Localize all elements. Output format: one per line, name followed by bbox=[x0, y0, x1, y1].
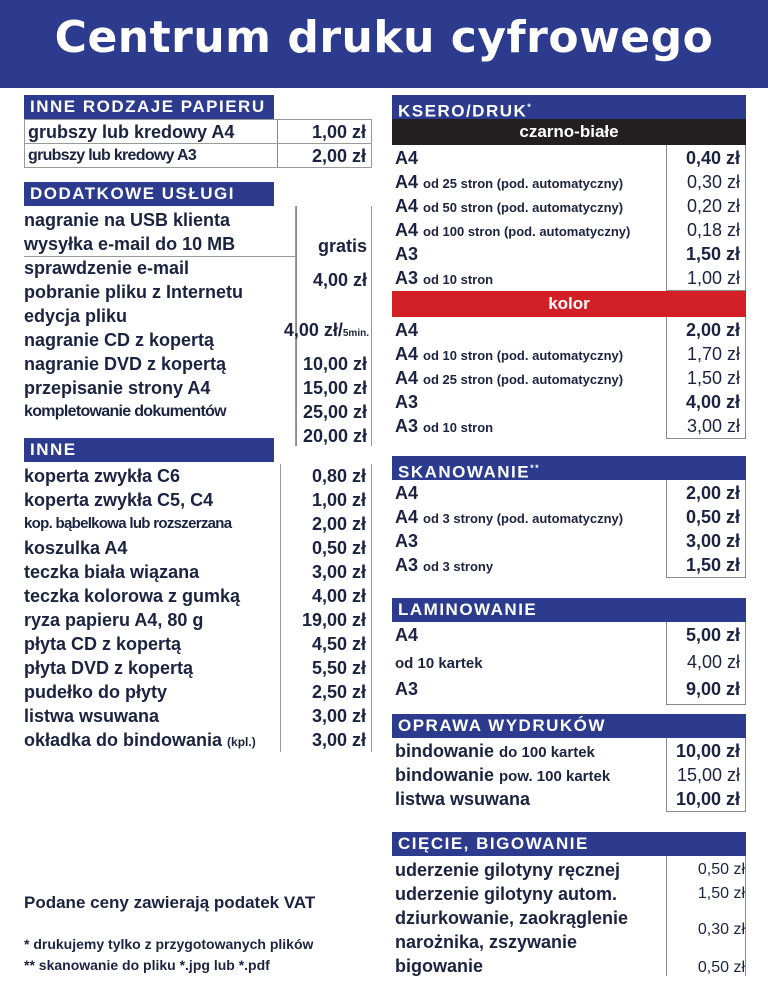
item-sublabel: (kpl.) bbox=[227, 735, 256, 749]
item-label: pudełko do płyty bbox=[24, 682, 168, 702]
item-label: A3 bbox=[395, 679, 419, 699]
item-price: 1,00 zł bbox=[686, 268, 740, 288]
item-price: 2,00 zł bbox=[685, 483, 740, 503]
list-item bbox=[392, 414, 745, 438]
list-item bbox=[24, 728, 371, 752]
item-sublabel: pow. 100 kartek bbox=[499, 768, 611, 785]
item-sublabel: od 10 kartek bbox=[395, 655, 483, 672]
item-label: A4 bbox=[395, 483, 419, 503]
list-item bbox=[392, 318, 745, 342]
item-label: A3 bbox=[395, 392, 419, 412]
list-item bbox=[392, 342, 745, 366]
item-label: A4 bbox=[395, 148, 419, 168]
item-price: 19,00 zł bbox=[301, 610, 366, 630]
item-price: 15,00 zł bbox=[676, 765, 740, 785]
list-item bbox=[392, 882, 745, 906]
item-sublabel: od 100 stron (pod. automatyczny) bbox=[423, 224, 631, 239]
price: 25,00 zł bbox=[302, 402, 367, 422]
page-title: Centrum druku cyfrowego bbox=[54, 12, 714, 63]
item-price: 0,20 zł bbox=[686, 196, 740, 216]
list-item: nagranie DVD z kopertą bbox=[24, 354, 227, 374]
item-price: 4,00 zł bbox=[686, 652, 740, 672]
item-price: 4,00 zł bbox=[311, 586, 366, 606]
list-item bbox=[392, 266, 745, 290]
item-price: 1,50 zł bbox=[686, 368, 740, 388]
item-label: A3 bbox=[395, 531, 419, 551]
list-item bbox=[24, 560, 371, 584]
list-item: pobranie pliku z Internetu bbox=[24, 282, 244, 302]
item-sublabel: od 10 stron bbox=[423, 272, 494, 287]
item-label: bindowanie bbox=[395, 741, 494, 761]
item-price: 0,18 zł bbox=[686, 220, 740, 240]
item-sublabel: od 3 strony bbox=[423, 559, 494, 574]
item-sublabel: od 10 stron bbox=[423, 420, 494, 435]
list-item bbox=[392, 858, 745, 882]
item-label: A3 bbox=[395, 268, 419, 288]
item-label: A3 bbox=[395, 416, 419, 436]
item-label: A4 bbox=[395, 368, 419, 388]
item-label: listwa wsuwana bbox=[24, 706, 160, 726]
list-item bbox=[392, 763, 745, 787]
price: 20,00 zł bbox=[302, 426, 367, 446]
list-item bbox=[392, 529, 745, 553]
section-header: SKANOWANIE** bbox=[392, 456, 746, 480]
list-item bbox=[392, 553, 745, 577]
item-price: 0,30 zł bbox=[697, 921, 745, 938]
item-label: A3 bbox=[395, 244, 419, 264]
item-price: 0,30 zł bbox=[686, 172, 740, 192]
item-price: 0,50 zł bbox=[685, 507, 740, 527]
list-item bbox=[392, 954, 745, 978]
list-item bbox=[392, 242, 745, 266]
list-item bbox=[392, 366, 745, 390]
item-label: koperta zwykła C6 bbox=[24, 466, 181, 486]
item-sublabel: od 25 stron (pod. automatyczny) bbox=[423, 176, 624, 191]
item-price: 1,00 zł bbox=[311, 490, 366, 510]
item-label: płyta CD z kopertą bbox=[24, 634, 182, 654]
item-price: 3,00 zł bbox=[311, 562, 366, 582]
section-header: CIĘCIE, BIGOWANIE bbox=[392, 832, 746, 856]
section-dodatkowe bbox=[24, 182, 372, 446]
item-sublabel: do 100 kartek bbox=[499, 744, 595, 761]
section-inne bbox=[24, 438, 372, 752]
item-label: okładka do bindowania bbox=[24, 730, 223, 750]
item-price: 3,00 zł bbox=[311, 730, 366, 750]
item-label: A4 bbox=[395, 196, 419, 216]
section-laminowanie bbox=[392, 598, 746, 705]
list-item: edycja pliku bbox=[24, 306, 128, 326]
section-skanowanie bbox=[392, 456, 746, 578]
item-label: uderzenie gilotyny autom. bbox=[395, 884, 618, 904]
item-price: 3,00 zł bbox=[686, 416, 740, 436]
list-item bbox=[24, 608, 371, 632]
footnote-print: * drukujemy tylko z przygotowanych plików bbox=[24, 936, 314, 952]
list-item bbox=[392, 146, 745, 170]
item-label: koszulka A4 bbox=[24, 538, 128, 558]
list-item bbox=[392, 170, 745, 194]
item-label: A4 bbox=[395, 320, 419, 340]
list-item bbox=[24, 488, 371, 512]
item-label: bigowanie bbox=[395, 956, 484, 976]
color-subheader: kolor bbox=[392, 291, 746, 317]
list-item: nagranie na USB klienta bbox=[24, 210, 231, 230]
list-item bbox=[392, 194, 745, 218]
list-item bbox=[24, 536, 371, 560]
item-label: teczka biała wiązana bbox=[24, 562, 200, 582]
list-item: nagranie CD z kopertą bbox=[24, 330, 215, 350]
item-price: 9,00 zł bbox=[685, 679, 740, 699]
price: 15,00 zł bbox=[302, 378, 367, 398]
list-item bbox=[24, 584, 371, 608]
list-item bbox=[392, 906, 745, 930]
section-header: DODATKOWE USŁUGI bbox=[24, 182, 274, 206]
item-price: 0,50 zł bbox=[697, 959, 745, 976]
item-sublabel: od 10 stron (pod. automatyczny) bbox=[423, 348, 624, 363]
list-item bbox=[392, 677, 745, 701]
item-label: A4 bbox=[395, 220, 419, 240]
item-price: 5,00 zł bbox=[685, 625, 740, 645]
list-item bbox=[392, 787, 745, 811]
price: gratis bbox=[317, 236, 367, 256]
list-item bbox=[392, 505, 745, 529]
section-header: INNE RODZAJE PAPIERU bbox=[24, 95, 274, 119]
item-price: 5,50 zł bbox=[311, 658, 366, 678]
item-label: A4 bbox=[395, 172, 419, 192]
list-item bbox=[24, 704, 371, 728]
list-item: kompletowanie dokumentów bbox=[24, 403, 226, 420]
item-price: 1,50 zł bbox=[697, 885, 745, 902]
list-item bbox=[24, 632, 371, 656]
list-item bbox=[392, 930, 745, 954]
item-price: 2,50 zł bbox=[311, 682, 366, 702]
item-label: A4 bbox=[395, 507, 419, 527]
item-label: listwa wsuwana bbox=[395, 789, 531, 809]
item-label: narożnika, zszywanie bbox=[395, 932, 578, 952]
section-header: INNE bbox=[24, 438, 274, 462]
item-price: 0,50 zł bbox=[697, 861, 745, 878]
item-price: 10,00 zł bbox=[675, 789, 740, 809]
item-price: 3,00 zł bbox=[685, 531, 740, 551]
item-label: A4 bbox=[395, 344, 419, 364]
item-sublabel: od 3 strony (pod. automatyczny) bbox=[423, 511, 624, 526]
item-label: A4 bbox=[395, 625, 419, 645]
footnote-scan: ** skanowanie do pliku *.jpg lub *.pdf bbox=[24, 957, 270, 973]
list-item: grubszy lub kredowy A3 2,00 zł bbox=[25, 144, 371, 168]
item-price: 0,80 zł bbox=[311, 466, 366, 486]
item-label: ryza papieru A4, 80 g bbox=[24, 610, 204, 630]
list-item bbox=[392, 623, 745, 647]
item-sublabel: od 50 stron (pod. automatyczny) bbox=[423, 200, 624, 215]
list-item bbox=[392, 218, 745, 242]
item-label: kop. bąbelkowa lub rozszerzana bbox=[24, 515, 232, 532]
item-price: 1,50 zł bbox=[685, 244, 740, 264]
item-label: dziurkowanie, zaokrąglenie bbox=[395, 908, 629, 928]
item-price: 3,00 zł bbox=[311, 706, 366, 726]
item-label: A3 bbox=[395, 555, 419, 575]
item-label: uderzenie gilotyny ręcznej bbox=[395, 860, 621, 880]
list-item bbox=[392, 739, 745, 763]
item-price: 1,50 zł bbox=[685, 555, 740, 575]
section-ciecie bbox=[392, 832, 746, 976]
list-item bbox=[392, 650, 745, 674]
item-price: 0,40 zł bbox=[685, 148, 740, 168]
item-sublabel: od 25 stron (pod. automatyczny) bbox=[423, 372, 624, 387]
section-header: LAMINOWANIE bbox=[392, 598, 746, 622]
vat-note: Podane ceny zawierają podatek VAT bbox=[24, 893, 316, 912]
list-item bbox=[24, 656, 371, 680]
list-item: przepisanie strony A4 bbox=[24, 378, 211, 398]
section-header: OPRAWA WYDRUKÓW bbox=[392, 714, 746, 738]
item-price: 2,00 zł bbox=[685, 320, 740, 340]
section-header: KSERO/DRUK* bbox=[392, 95, 746, 119]
section-inne-rodzaje bbox=[24, 95, 372, 168]
item-price: 10,00 zł bbox=[675, 741, 740, 761]
list-item bbox=[24, 680, 371, 704]
item-price: 0,50 zł bbox=[311, 538, 366, 558]
price: 10,00 zł bbox=[302, 354, 367, 374]
section-ksero bbox=[392, 95, 746, 439]
item-price: 4,50 zł bbox=[311, 634, 366, 654]
item-label: koperta zwykła C5, C4 bbox=[24, 490, 214, 510]
item-label: teczka kolorowa z gumką bbox=[24, 586, 241, 606]
section-oprawa bbox=[392, 714, 746, 812]
list-item bbox=[392, 390, 745, 414]
list-item: wysyłka e-mail do 10 MB bbox=[24, 234, 236, 254]
list-item: sprawdzenie e-mail bbox=[24, 258, 190, 278]
item-label: bindowanie bbox=[395, 765, 494, 785]
item-price: 4,00 zł bbox=[685, 392, 740, 412]
list-item bbox=[24, 464, 371, 488]
item-label: płyta DVD z kopertą bbox=[24, 658, 194, 678]
price: 4,00 zł/5min. bbox=[283, 320, 369, 340]
list-item: grubszy lub kredowy A4 1,00 zł bbox=[25, 120, 371, 144]
item-price: 1,70 zł bbox=[686, 344, 740, 364]
item-price: 2,00 zł bbox=[311, 514, 366, 534]
bw-subheader: czarno-białe bbox=[392, 119, 746, 145]
price: 4,00 zł bbox=[312, 270, 367, 290]
list-item bbox=[392, 481, 745, 505]
list-item bbox=[24, 512, 371, 536]
